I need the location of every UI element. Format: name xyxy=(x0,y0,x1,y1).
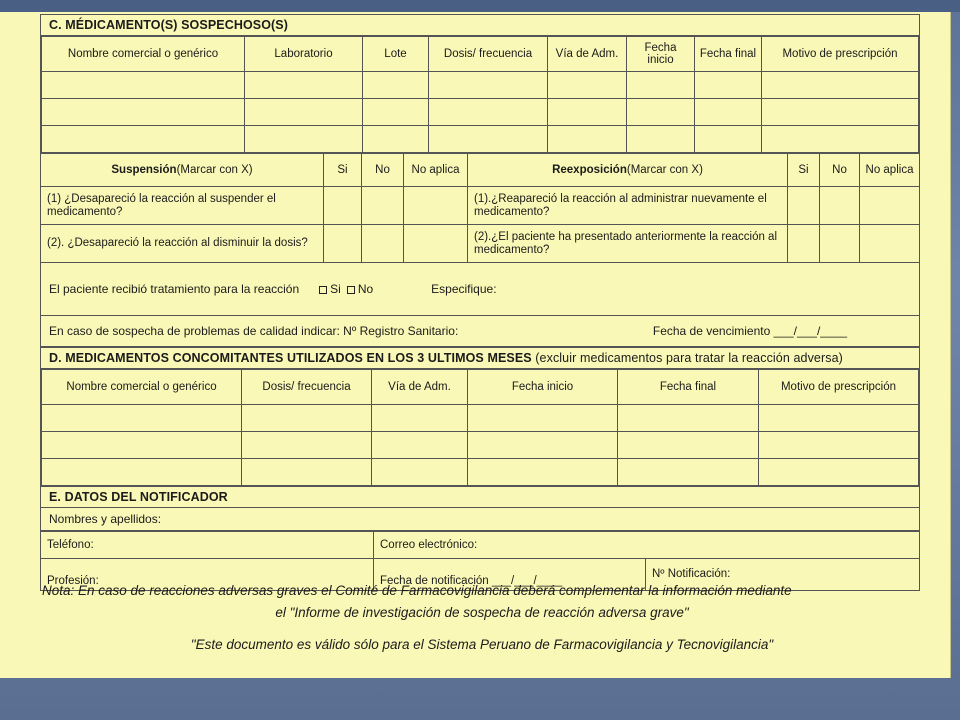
table-row[interactable] xyxy=(42,459,919,486)
answer-cell[interactable] xyxy=(362,225,404,263)
suspect-drugs-table xyxy=(41,36,919,153)
note-line-1: Nota: En caso de reacciones adversas graves el Comité de Farmacovigilancia deberá complementar la información mediante xyxy=(42,583,792,598)
quality-row xyxy=(40,316,920,347)
si-header: Si xyxy=(324,154,362,187)
form-page xyxy=(0,12,951,678)
treatment-options: Si No xyxy=(313,282,373,296)
section-e-title: E. DATOS DEL NOTIFICADOR xyxy=(41,487,919,508)
question-3: (1).¿Reapareció la reacción al administrar nuevamente el medicamento? xyxy=(468,187,788,225)
col-header: Vía de Adm. xyxy=(372,370,468,405)
concomitant-table xyxy=(41,369,919,486)
answer-cell[interactable] xyxy=(324,187,362,225)
expiry-label: Fecha de vencimiento ___/___/____ xyxy=(652,324,847,338)
suspension-table xyxy=(40,153,920,263)
table-header-row xyxy=(42,370,919,405)
question-4: (2).¿El paciente ha presentado anteriormente la reacción al medicamento? xyxy=(468,225,788,263)
answer-cell[interactable] xyxy=(788,187,820,225)
na-header: No aplica xyxy=(404,154,468,187)
si-header: Si xyxy=(788,154,820,187)
no-header: No xyxy=(362,154,404,187)
col-header: Dosis/ frecuencia xyxy=(429,37,548,72)
email-field[interactable]: Correo electrónico: xyxy=(374,532,920,559)
col-header: Nombre comercial o genérico xyxy=(42,370,242,405)
form-grid xyxy=(40,14,920,591)
col-header: Fecha final xyxy=(695,37,762,72)
treatment-label: El paciente recibió tratamiento para la reacción xyxy=(49,282,300,296)
profession-field[interactable]: Profesión: xyxy=(41,559,374,591)
col-header: Laboratorio xyxy=(245,37,363,72)
col-header: Fecha inicio xyxy=(627,37,695,72)
answer-cell[interactable] xyxy=(860,225,920,263)
col-header: Lote xyxy=(363,37,429,72)
answer-cell[interactable] xyxy=(820,225,860,263)
col-header: Vía de Adm. xyxy=(548,37,627,72)
quality-label: En caso de sospecha de problemas de calidad indicar: Nº Registro Sanitario: xyxy=(49,324,459,338)
col-header: Motivo de prescripción xyxy=(759,370,919,405)
na-header: No aplica xyxy=(860,154,920,187)
note-line-2: el "Informe de investigación de sospecha de reacción adversa grave" xyxy=(275,605,689,620)
col-header: Fecha final xyxy=(618,370,759,405)
answer-cell[interactable] xyxy=(820,187,860,225)
names-label: Nombres y apellidos: xyxy=(49,512,162,526)
validity-line: "Este documento es válido sólo para el Sistema Peruano de Farmacovigilancia y Tecnovigilancia" xyxy=(190,637,774,652)
reexposicion-header: Reexposición(Marcar con X) xyxy=(468,154,788,187)
phone-field[interactable]: Teléfono: xyxy=(41,532,374,559)
section-c-title: C. MÉDICAMENTO(S) SOSPECHOSO(S) xyxy=(41,15,919,36)
checkbox-no[interactable] xyxy=(347,286,355,294)
question-1: (1) ¿Desapareció la reacción al suspender el medicamento? xyxy=(41,187,324,225)
section-d-title: D. MEDICAMENTOS CONCOMITANTES UTILIZADOS EN LOS 3 ULTIMOS MESES (excluir medicamentos para tratar la reacción adversa) xyxy=(41,348,919,369)
notification-number-field[interactable]: Nº Notificación: xyxy=(646,559,920,591)
notification-date-field[interactable]: Fecha de notificación ___/___/____ xyxy=(374,559,646,591)
section-e xyxy=(40,486,920,508)
col-header: Motivo de prescripción xyxy=(762,37,919,72)
table-row[interactable] xyxy=(42,432,919,459)
answer-cell[interactable] xyxy=(860,187,920,225)
specify-label: Especifique: xyxy=(431,282,497,296)
suspension-header: Suspensión(Marcar con X) xyxy=(41,154,324,187)
names-row[interactable] xyxy=(40,508,920,531)
table-row[interactable] xyxy=(42,405,919,432)
treatment-row xyxy=(40,263,920,316)
section-d xyxy=(40,347,920,486)
table-header-row xyxy=(42,37,919,72)
table-row[interactable] xyxy=(42,99,919,126)
col-header: Nombre comercial o genérico xyxy=(42,37,245,72)
col-header: Dosis/ frecuencia xyxy=(242,370,372,405)
table-row[interactable] xyxy=(42,72,919,99)
note-block xyxy=(42,580,922,656)
question-2: (2). ¿Desapareció la reacción al disminuir la dosis? xyxy=(41,225,324,263)
answer-cell[interactable] xyxy=(404,225,468,263)
answer-cell[interactable] xyxy=(404,187,468,225)
table-row[interactable] xyxy=(42,126,919,153)
checkbox-si[interactable] xyxy=(319,286,327,294)
no-header: No xyxy=(820,154,860,187)
answer-cell[interactable] xyxy=(324,225,362,263)
answer-cell[interactable] xyxy=(788,225,820,263)
col-header: Fecha inicio xyxy=(468,370,618,405)
section-c xyxy=(40,14,920,153)
top-band xyxy=(0,0,960,12)
answer-cell[interactable] xyxy=(362,187,404,225)
